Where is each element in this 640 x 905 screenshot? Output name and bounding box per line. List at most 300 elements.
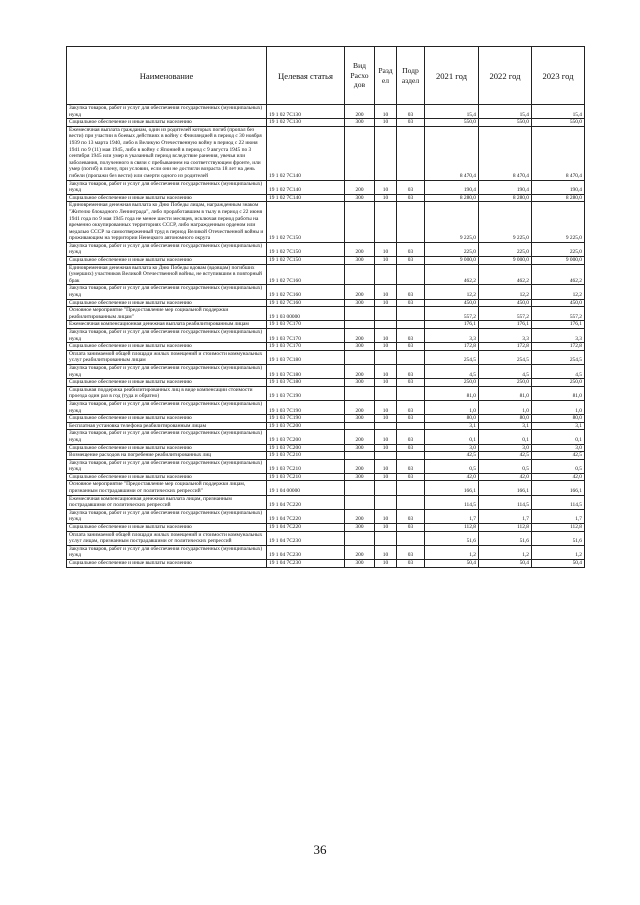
row-value-2023: 254,5 [532,350,585,364]
row-section: 10 [375,473,397,481]
table-row [67,119,585,127]
table-row [67,105,585,119]
row-name: Социальное обеспечение и иные выплаты населению [67,444,267,452]
row-section [375,531,397,545]
table-row [67,444,585,452]
row-section: 10 [375,459,397,473]
row-section [375,350,397,364]
row-value-2021: 9 225,0 [425,202,479,243]
page-number: 36 [313,842,327,857]
row-section: 10 [375,509,397,523]
row-subsection [397,307,425,321]
table-row [67,509,585,523]
row-value-2021: 42,5 [425,452,479,460]
row-target-article: 19 1 03 7С170 [267,321,345,329]
table-row [67,495,585,509]
row-section [375,126,397,180]
row-expense-type [345,495,375,509]
row-target-article: 19 1 03 7С190 [267,386,345,400]
row-subsection: 03 [397,257,425,265]
row-subsection: 03 [397,400,425,414]
row-name: Социальное обеспечение и иные выплаты населению [67,415,267,423]
row-expense-type: 300 [345,343,375,351]
row-expense-type: 200 [345,180,375,194]
row-target-article: 19 1 04 00000 [267,481,345,495]
row-value-2023: 550,0 [532,119,585,127]
table-row [67,350,585,364]
row-target-article: 19 1 02 7С140 [267,194,345,202]
table-row [67,242,585,256]
row-name: Закупка товаров, работ и услуг для обеспечения государственных (муниципальных) нужд [67,545,267,559]
row-target-article: 19 1 03 7С210 [267,473,345,481]
row-value-2022: 15,4 [479,105,532,119]
row-value-2021: 166,1 [425,481,479,495]
row-value-2022: 557,2 [479,307,532,321]
table-row [67,545,585,559]
row-value-2023: 15,4 [532,105,585,119]
row-subsection: 03 [397,285,425,299]
row-target-article: 19 1 03 7С210 [267,459,345,473]
row-value-2023: 9 225,0 [532,202,585,243]
row-value-2022: 0,1 [479,430,532,444]
row-target-article: 19 1 02 7С150 [267,257,345,265]
row-expense-type [345,531,375,545]
row-value-2021: 172,8 [425,343,479,351]
row-value-2023: 112,8 [532,524,585,532]
row-expense-type: 300 [345,524,375,532]
row-target-article: 19 1 03 7С170 [267,329,345,343]
row-expense-type: 300 [345,444,375,452]
row-value-2022: 462,2 [479,264,532,285]
table-row [67,329,585,343]
row-value-2021: 4,5 [425,364,479,378]
row-value-2022: 112,8 [479,524,532,532]
row-name: Социальное обеспечение и иные выплаты населению [67,379,267,387]
row-target-article: 19 1 03 7С210 [267,452,345,460]
row-value-2022: 1,7 [479,509,532,523]
row-expense-type: 200 [345,400,375,414]
row-expense-type: 300 [345,560,375,568]
row-value-2021: 15,4 [425,105,479,119]
table-row [67,400,585,414]
row-value-2023: 462,2 [532,264,585,285]
row-subsection: 03 [397,444,425,452]
row-section: 10 [375,285,397,299]
row-target-article: 19 1 02 7С140 [267,126,345,180]
row-name: Социальное обеспечение и иные выплаты населению [67,194,267,202]
row-name: Единовременная денежная выплата ко Дню Победы лицам, награжденным знаком "Жителю блокадного Ленинграда", либо проработавшим в тылу в период с 22 июня 1941 года по 9 мая 1945 года не менее шести месяцев, исключая период работы на временно оккупированных территориях СССР, либо награжденным орденом или медалью СССР за самоотверженный труд в период Великой Отечественной войны и проживающим на территории Ненецкого автономного округа [67,202,267,243]
row-name: Социальное обеспечение и иные выплаты населению [67,299,267,307]
row-subsection [397,495,425,509]
row-name: Закупка товаров, работ и услуг для обеспечения государственных (муниципальных) нужд [67,329,267,343]
header-section: Разд ел [375,47,397,105]
row-name: Социальная поддержка реабилитированных лиц в виде компенсации стоимости проезда один раз в год (туда и обратно) [67,386,267,400]
row-target-article: 19 1 02 7С160 [267,299,345,307]
row-section: 10 [375,329,397,343]
row-value-2022: 250,0 [479,379,532,387]
row-value-2021: 254,5 [425,350,479,364]
row-value-2022: 12,2 [479,285,532,299]
row-value-2022: 8 280,0 [479,194,532,202]
row-name: Закупка товаров, работ и услуг для обеспечения государственных (муниципальных) нужд [67,509,267,523]
row-value-2022: 80,0 [479,415,532,423]
row-value-2021: 190,4 [425,180,479,194]
header-subsection: Подр аздел [397,47,425,105]
row-target-article: 19 1 02 7С160 [267,264,345,285]
table-row [67,430,585,444]
table-body [67,105,585,568]
table-row [67,459,585,473]
row-expense-type [345,126,375,180]
row-subsection: 03 [397,119,425,127]
row-target-article: 19 1 02 7С150 [267,242,345,256]
row-value-2021: 81,0 [425,386,479,400]
row-value-2021: 250,0 [425,379,479,387]
row-subsection [397,321,425,329]
table-row [67,531,585,545]
table-row [67,364,585,378]
table-row [67,343,585,351]
row-subsection: 03 [397,379,425,387]
row-subsection: 03 [397,105,425,119]
row-section [375,495,397,509]
row-section: 10 [375,299,397,307]
row-value-2023: 51,6 [532,531,585,545]
row-expense-type: 200 [345,545,375,559]
row-subsection [397,481,425,495]
row-expense-type [345,307,375,321]
row-value-2021: 0,5 [425,459,479,473]
row-subsection: 03 [397,415,425,423]
row-target-article: 19 1 02 7С130 [267,105,345,119]
row-expense-type: 200 [345,364,375,378]
row-expense-type: 300 [345,194,375,202]
row-value-2023: 8 470,4 [532,126,585,180]
row-subsection [397,126,425,180]
row-target-article: 19 1 03 00000 [267,307,345,321]
row-value-2021: 42,0 [425,473,479,481]
row-value-2022: 3,0 [479,444,532,452]
row-expense-type [345,452,375,460]
table-row [67,285,585,299]
row-value-2023: 81,0 [532,386,585,400]
row-subsection: 03 [397,180,425,194]
row-name: Социальное обеспечение и иные выплаты населению [67,257,267,265]
row-value-2023: 50,4 [532,560,585,568]
table-row [67,202,585,243]
row-section: 10 [375,105,397,119]
row-value-2021: 8 470,4 [425,126,479,180]
row-value-2021: 80,0 [425,415,479,423]
table-row [67,386,585,400]
row-subsection: 03 [397,459,425,473]
header-year-2021: 2021 год [425,47,479,105]
row-target-article: 19 1 04 7С220 [267,495,345,509]
row-value-2023: 42,0 [532,473,585,481]
row-value-2021: 176,1 [425,321,479,329]
row-target-article: 19 1 03 7С180 [267,379,345,387]
row-value-2023: 225,0 [532,242,585,256]
row-expense-type: 300 [345,379,375,387]
row-value-2023: 1,0 [532,400,585,414]
row-name: Закупка товаров, работ и услуг для обеспечения государственных (муниципальных) нужд [67,459,267,473]
row-expense-type: 200 [345,459,375,473]
row-value-2022: 51,6 [479,531,532,545]
row-value-2021: 114,5 [425,495,479,509]
header-expense-type: Вид Расхо дов [345,47,375,105]
row-value-2022: 3,1 [479,422,532,430]
row-expense-type: 300 [345,119,375,127]
row-value-2022: 450,0 [479,299,532,307]
row-value-2022: 225,0 [479,242,532,256]
row-name: Закупка товаров, работ и услуг для обеспечения государственных (муниципальных) нужд [67,364,267,378]
row-value-2021: 1,2 [425,545,479,559]
row-section: 10 [375,257,397,265]
row-section: 10 [375,119,397,127]
row-value-2023: 1,2 [532,545,585,559]
row-value-2021: 8 280,0 [425,194,479,202]
row-expense-type [345,481,375,495]
row-section: 10 [375,560,397,568]
row-value-2022: 166,1 [479,481,532,495]
table-row [67,422,585,430]
row-value-2021: 9 000,0 [425,257,479,265]
row-value-2022: 190,4 [479,180,532,194]
row-subsection: 03 [397,364,425,378]
row-subsection: 03 [397,242,425,256]
row-value-2022: 3,3 [479,329,532,343]
row-value-2023: 0,1 [532,430,585,444]
table-row [67,257,585,265]
header-name: Наименование [67,47,267,105]
row-value-2021: 3,0 [425,444,479,452]
row-name: Основное мероприятие "Предоставление мер социальной поддержки реабилитированным лицам" [67,307,267,321]
row-value-2023: 190,4 [532,180,585,194]
row-subsection: 03 [397,343,425,351]
row-value-2023: 557,2 [532,307,585,321]
row-expense-type: 300 [345,415,375,423]
row-expense-type [345,264,375,285]
row-expense-type: 300 [345,257,375,265]
row-subsection [397,264,425,285]
row-section: 10 [375,415,397,423]
row-name: Ежемесячная компенсационная денежная выплата лицам, признанным пострадавшими от политических репрессий [67,495,267,509]
row-value-2021: 450,0 [425,299,479,307]
row-subsection: 03 [397,299,425,307]
row-value-2022: 8 470,4 [479,126,532,180]
row-target-article: 19 1 03 7С180 [267,350,345,364]
row-expense-type [345,321,375,329]
row-target-article: 19 1 03 7С200 [267,430,345,444]
row-expense-type: 300 [345,299,375,307]
row-name: Основное мероприятие "Предоставление мер социальной поддержки лицам, признанным пострадавшими от политических репрессий" [67,481,267,495]
row-value-2022: 176,1 [479,321,532,329]
header-row [67,47,585,105]
row-target-article: 19 1 04 7С230 [267,531,345,545]
row-target-article: 19 1 04 7С230 [267,545,345,559]
budget-table [66,46,585,568]
row-subsection: 03 [397,560,425,568]
table-row [67,194,585,202]
row-value-2023: 3,1 [532,422,585,430]
header-year-2022: 2022 год [479,47,532,105]
row-value-2021: 0,1 [425,430,479,444]
row-value-2023: 42,5 [532,452,585,460]
row-name: Закупка товаров, работ и услуг для обеспечения государственных (муниципальных) нужд [67,242,267,256]
row-value-2021: 3,1 [425,422,479,430]
row-subsection [397,202,425,243]
row-subsection [397,422,425,430]
row-value-2023: 3,0 [532,444,585,452]
row-expense-type [345,386,375,400]
row-expense-type: 200 [345,509,375,523]
table-row [67,264,585,285]
table-row [67,379,585,387]
row-value-2023: 172,8 [532,343,585,351]
row-value-2021: 557,2 [425,307,479,321]
row-value-2021: 112,8 [425,524,479,532]
row-name: Закупка товаров, работ и услуг для обеспечения государственных (муниципальных) нужд [67,430,267,444]
row-expense-type: 200 [345,285,375,299]
row-value-2022: 42,5 [479,452,532,460]
row-section: 10 [375,444,397,452]
row-subsection [397,386,425,400]
row-value-2023: 4,5 [532,364,585,378]
row-value-2021: 225,0 [425,242,479,256]
table-row [67,481,585,495]
row-value-2022: 172,8 [479,343,532,351]
row-subsection [397,531,425,545]
row-subsection: 03 [397,329,425,343]
row-name: Ежемесячная выплата гражданам, один из родителей которых погиб (пропал без вести) при участии в боевых действиях в войну с Финляндией в период с 30 ноября 1939 по 13 марта 1940, либо в Великую Отечественную войну в период с 22 июня 1941 по 9 (11) мая 1945, либо в войну с Японией в период с 9 августа 1945 по 3 сентября 1945 или умер в указанный период вследствие ранения, увечья или заболевания, полученного в связи с пребыванием на соответствующем фронте, или умер (погиб) в плену, при условии, если они не достигли возраста 18 лет на день гибели (пропажи без вести) или смерти одного из родителей [67,126,267,180]
row-value-2022: 1,0 [479,400,532,414]
row-name: Единовременная денежная выплата ко Дню Победы вдовам (вдовцам) погибших (умерших) участников Великой Отечественной войны, не вступившим в повторный брак [67,264,267,285]
row-subsection [397,350,425,364]
row-value-2021: 550,0 [425,119,479,127]
row-section: 10 [375,242,397,256]
row-value-2023: 450,0 [532,299,585,307]
row-value-2023: 250,0 [532,379,585,387]
row-expense-type [345,202,375,243]
row-subsection: 03 [397,545,425,559]
row-name: Закупка товаров, работ и услуг для обеспечения государственных (муниципальных) нужд [67,285,267,299]
row-value-2021: 1,7 [425,509,479,523]
table-row [67,473,585,481]
row-target-article: 19 1 02 7С150 [267,202,345,243]
row-name: Закупка товаров, работ и услуг для обеспечения государственных (муниципальных) нужд [67,400,267,414]
row-value-2022: 9 000,0 [479,257,532,265]
row-expense-type: 300 [345,473,375,481]
table-row [67,180,585,194]
row-value-2023: 3,3 [532,329,585,343]
row-value-2022: 9 225,0 [479,202,532,243]
row-value-2021: 3,3 [425,329,479,343]
row-value-2022: 114,5 [479,495,532,509]
row-target-article: 19 1 03 7С200 [267,422,345,430]
row-value-2023: 1,7 [532,509,585,523]
row-target-article: 19 1 02 7С130 [267,119,345,127]
row-subsection: 03 [397,473,425,481]
row-value-2021: 12,2 [425,285,479,299]
row-value-2023: 114,5 [532,495,585,509]
row-target-article: 19 1 04 7С220 [267,524,345,532]
row-name: Возмещение расходов на погребение реабилитированных лиц [67,452,267,460]
row-section: 10 [375,430,397,444]
row-expense-type [345,422,375,430]
row-value-2022: 550,0 [479,119,532,127]
row-target-article: 19 1 03 7С170 [267,343,345,351]
row-name: Социальное обеспечение и иные выплаты населению [67,473,267,481]
row-section [375,481,397,495]
row-subsection: 03 [397,524,425,532]
row-value-2023: 12,2 [532,285,585,299]
row-section: 10 [375,545,397,559]
row-value-2023: 166,1 [532,481,585,495]
row-name: Бесплатная установка телефона реабилитированным лицам [67,422,267,430]
row-section [375,452,397,460]
table-row [67,452,585,460]
row-value-2021: 462,2 [425,264,479,285]
table-row [67,126,585,180]
row-target-article: 19 1 03 7С200 [267,444,345,452]
row-value-2021: 1,0 [425,400,479,414]
row-section [375,321,397,329]
header-target-article: Целевая статья [267,47,345,105]
row-value-2022: 4,5 [479,364,532,378]
table-row [67,560,585,568]
row-value-2023: 0,5 [532,459,585,473]
row-value-2022: 1,2 [479,545,532,559]
row-subsection: 03 [397,430,425,444]
row-section: 10 [375,364,397,378]
table-row [67,299,585,307]
row-value-2023: 9 000,0 [532,257,585,265]
row-target-article: 19 1 03 7С180 [267,364,345,378]
row-value-2022: 81,0 [479,386,532,400]
row-value-2022: 254,5 [479,350,532,364]
row-name: Социальное обеспечение и иные выплаты населению [67,524,267,532]
row-subsection: 03 [397,194,425,202]
table-row [67,321,585,329]
row-value-2023: 8 280,0 [532,194,585,202]
row-name: Социальное обеспечение и иные выплаты населению [67,560,267,568]
row-value-2021: 51,6 [425,531,479,545]
row-name: Оплата занимаемой общей площади жилых помещений и стоимости коммунальных услуг лицам, признанным пострадавшими от политических репрессий [67,531,267,545]
row-section [375,307,397,321]
row-target-article: 19 1 04 7С220 [267,509,345,523]
row-section [375,386,397,400]
row-section: 10 [375,379,397,387]
row-value-2022: 50,4 [479,560,532,568]
row-value-2022: 0,5 [479,459,532,473]
row-name: Социальное обеспечение и иные выплаты населению [67,119,267,127]
row-value-2021: 50,4 [425,560,479,568]
row-target-article: 19 1 03 7С190 [267,415,345,423]
table-row [67,524,585,532]
row-name: Оплата занимаемой общей площади жилых помещений и стоимости коммунальных услуг реабилитированным лицам [67,350,267,364]
row-subsection [397,452,425,460]
row-target-article: 19 1 03 7С190 [267,400,345,414]
row-section [375,202,397,243]
row-expense-type: 200 [345,105,375,119]
table-row [67,307,585,321]
table-row [67,415,585,423]
row-value-2023: 80,0 [532,415,585,423]
row-expense-type: 200 [345,329,375,343]
row-section: 10 [375,194,397,202]
row-section: 10 [375,180,397,194]
row-name: Социальное обеспечение и иные выплаты населению [67,343,267,351]
